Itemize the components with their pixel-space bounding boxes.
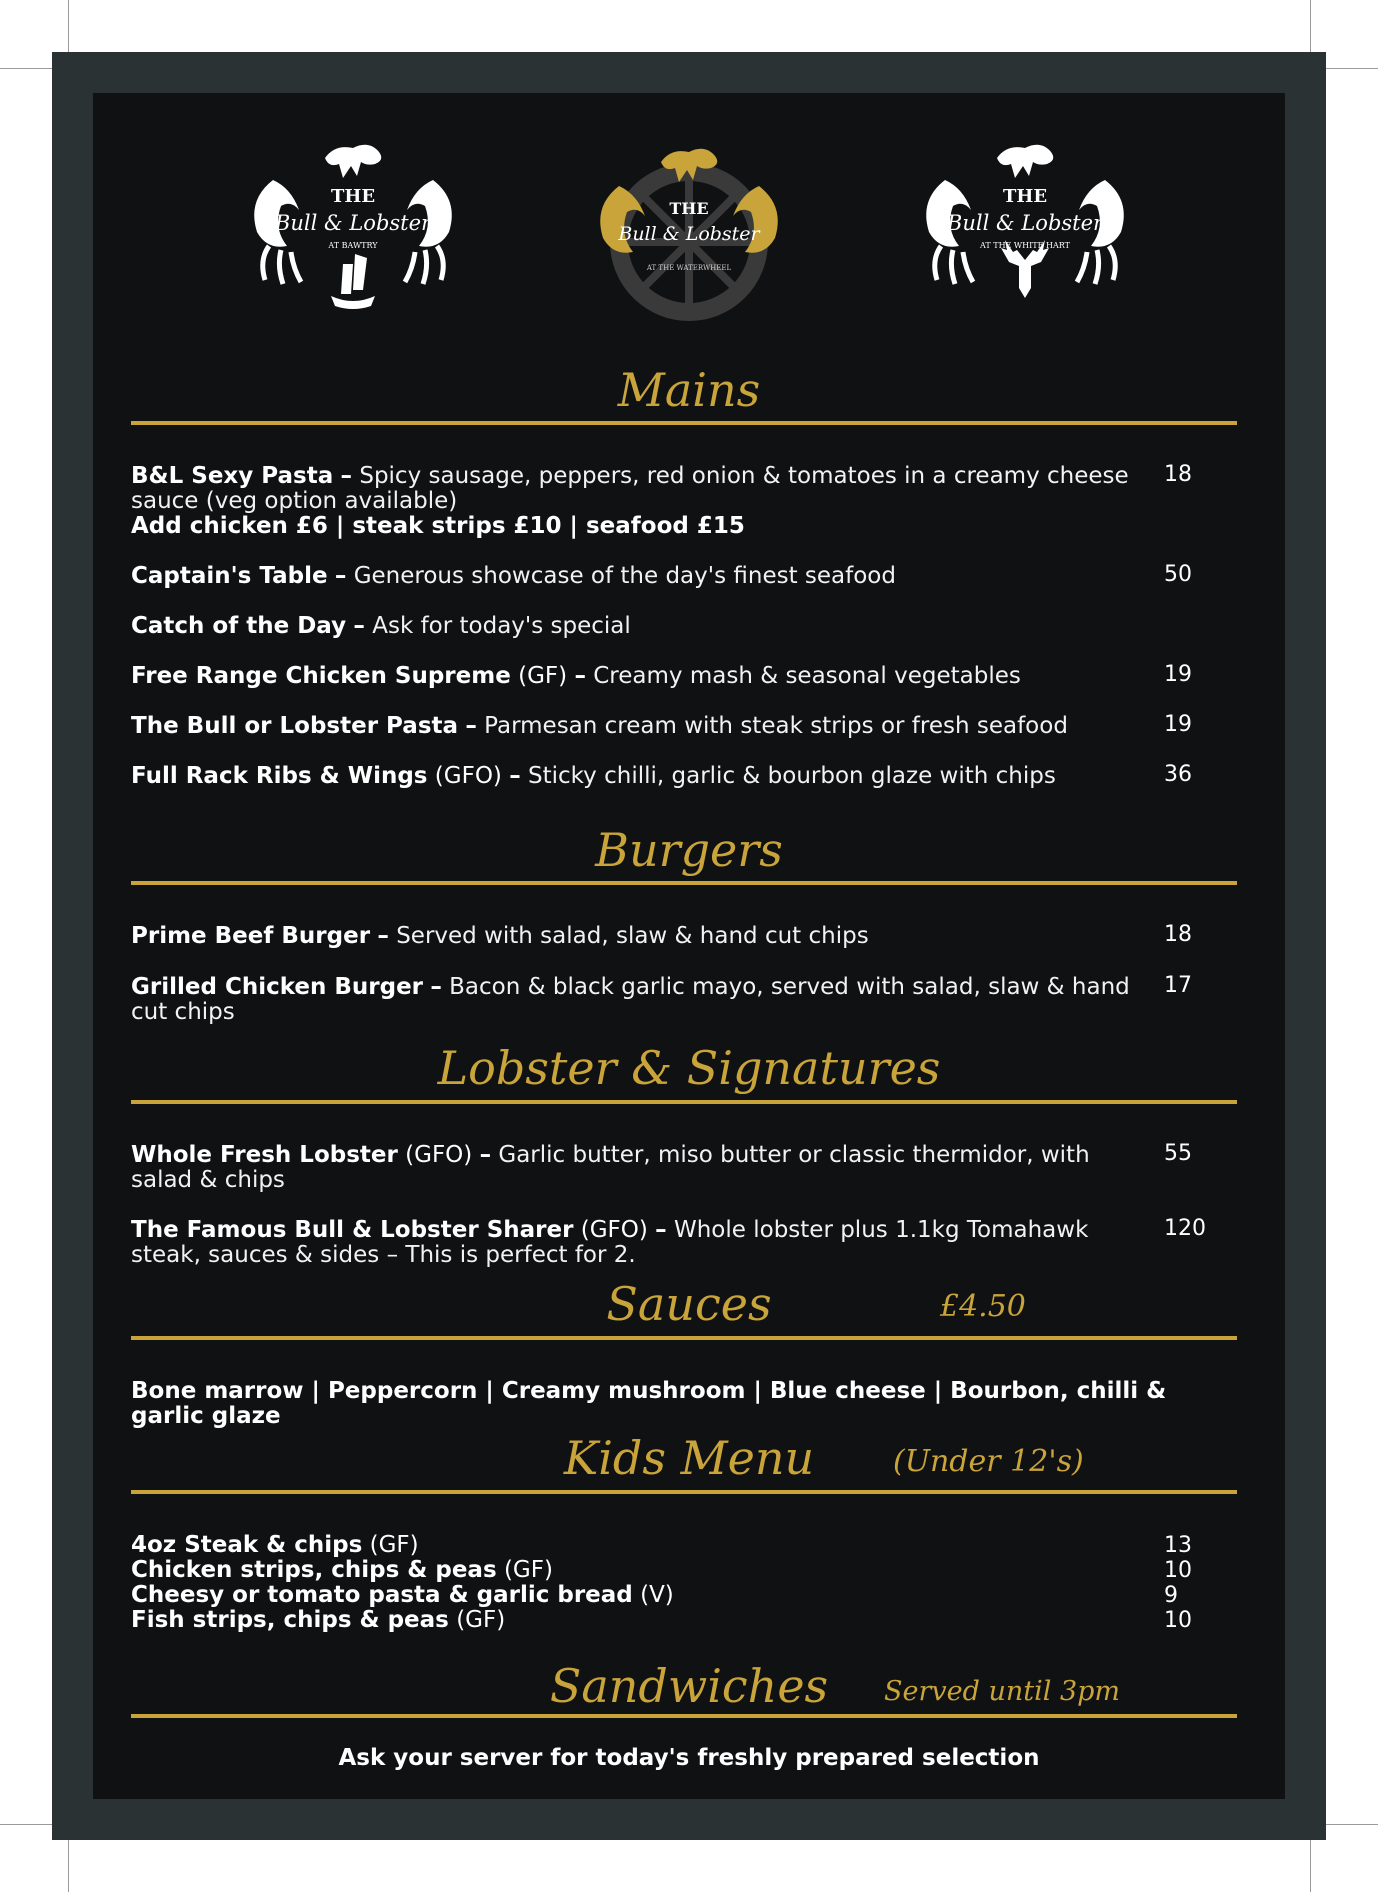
logo-name-text: Bull & Lobster	[274, 211, 432, 235]
mains-divider	[131, 421, 1237, 425]
item-desc: Generous showcase of the day's finest seafood	[353, 563, 896, 589]
separator: –	[509, 763, 521, 789]
item-desc: Parmesan cream with steak strips or fresh seafood	[484, 713, 1068, 739]
item-price: 55	[1164, 1141, 1192, 1166]
item-price: 9	[1164, 1583, 1178, 1608]
dietary-tag: (GF)	[369, 1532, 419, 1558]
separator: –	[334, 563, 347, 589]
crop-mark	[1310, 0, 1311, 52]
sauces-divider	[131, 1336, 1237, 1340]
menu-item	[131, 564, 1131, 589]
logo-white-hart	[905, 130, 1145, 330]
dietary-tag: (GF)	[518, 663, 568, 689]
sandwiches-note: Served until 3pm	[884, 1676, 1121, 1707]
item-name: Whole Fresh Lobster	[131, 1142, 398, 1168]
item-price: 17	[1164, 973, 1192, 998]
separator: –	[655, 1217, 667, 1243]
menu-item	[131, 1218, 1131, 1268]
item-extras: Add chicken £6 | steak strips £10 | seafood £15	[131, 513, 745, 539]
sauces-price: £4.50	[940, 1289, 1026, 1324]
separator: –	[377, 923, 389, 949]
item-price: 19	[1164, 712, 1192, 737]
logo-the-text: THE	[330, 186, 376, 207]
item-price: 19	[1164, 662, 1192, 687]
item-name: Free Range Chicken Supreme	[131, 663, 511, 689]
item-price: 10	[1164, 1558, 1192, 1583]
logo-bawtry	[233, 130, 473, 330]
mains-title: Mains	[617, 363, 761, 417]
separator: –	[574, 663, 586, 689]
sandwiches-title: Sandwiches	[549, 1659, 829, 1713]
menu-item	[131, 714, 1131, 739]
item-desc: Creamy mash & seasonal vegetables	[593, 663, 1021, 689]
kids-item	[131, 1533, 1131, 1558]
logo-waterwheel	[569, 130, 809, 330]
dietary-tag: (GF)	[503, 1557, 553, 1583]
item-name: The Bull or Lobster Pasta	[131, 713, 459, 739]
sandwiches-divider	[131, 1714, 1237, 1718]
crop-mark	[1326, 68, 1378, 69]
item-name: Full Rack Ribs & Wings	[131, 763, 428, 789]
bull-icon	[997, 145, 1053, 178]
separator: –	[479, 1142, 492, 1168]
dietary-tag: (GFO)	[434, 763, 502, 789]
kids-item	[131, 1608, 1131, 1633]
logo-name-text: Bull & Lobster	[618, 223, 760, 245]
logo-location-text: AT BAWTRY	[328, 241, 378, 250]
item-price: 18	[1164, 462, 1192, 487]
crop-mark	[1326, 1824, 1378, 1825]
item-price: 18	[1164, 922, 1192, 947]
item-price: 36	[1164, 762, 1192, 787]
item-name: Fish strips, chips & peas	[131, 1607, 449, 1633]
item-name: B&L Sexy Pasta	[131, 463, 334, 489]
crop-mark	[0, 1824, 52, 1825]
kids-item	[131, 1583, 1131, 1608]
separator: –	[340, 463, 353, 489]
separator: –	[430, 974, 442, 1000]
item-price: 13	[1164, 1533, 1192, 1558]
burgers-title: Burgers	[595, 823, 783, 877]
item-price: 50	[1164, 562, 1192, 587]
item-desc: Bacon & black garlic mayo, served with salad, slaw & hand cut chips	[131, 974, 1130, 1025]
item-price: 10	[1164, 1608, 1192, 1633]
crop-mark	[68, 1840, 69, 1892]
item-desc: Sticky chilli, garlic & bourbon glaze with chips	[528, 763, 1056, 789]
item-name: Cheesy or tomato pasta & garlic bread	[131, 1582, 633, 1608]
menu-item	[131, 975, 1131, 1025]
item-name: Grilled Chicken Burger	[131, 974, 424, 1000]
item-desc: Garlic butter, miso butter or classic thermidor, with salad & chips	[131, 1142, 1090, 1193]
crop-mark	[1310, 1840, 1311, 1892]
separator: –	[465, 713, 477, 739]
kids-note: (Under 12's)	[893, 1444, 1084, 1479]
menu-item	[131, 614, 1131, 639]
menu-item	[131, 1143, 1131, 1193]
logo-name-text: Bull & Lobster	[946, 211, 1104, 235]
signatures-divider	[131, 1100, 1237, 1104]
dietary-tag: (GFO)	[405, 1142, 473, 1168]
item-desc: Served with salad, slaw & hand cut chips	[396, 923, 869, 949]
crop-mark	[68, 0, 69, 52]
kids-item	[131, 1558, 1131, 1583]
menu-item	[131, 464, 1131, 539]
item-name: Prime Beef Burger	[131, 923, 371, 949]
sandwiches-text: Ask your server for today's freshly prepared selection	[338, 1745, 1040, 1771]
separator: –	[353, 613, 365, 639]
sauces-list: Bone marrow | Peppercorn | Creamy mushroom | Blue cheese | Bourbon, chilli & garlic glaze	[131, 1378, 1167, 1429]
logo-the-text: THE	[669, 199, 709, 218]
menu-item	[131, 764, 1131, 789]
item-price: 120	[1164, 1216, 1206, 1241]
kids-title: Kids Menu	[563, 1431, 815, 1485]
signatures-title: Lobster & Signatures	[437, 1041, 941, 1095]
logo-the-text: THE	[1002, 186, 1048, 207]
crop-mark	[0, 68, 52, 69]
item-name: Captain's Table	[131, 563, 328, 589]
menu-item	[131, 924, 1131, 949]
menu-item	[131, 664, 1131, 689]
item-name: Chicken strips, chips & peas	[131, 1557, 497, 1583]
dietary-tag: (GFO)	[580, 1217, 648, 1243]
item-desc: Spicy sausage, peppers, red onion & tomatoes in a creamy cheese sauce (veg option available)	[131, 463, 1129, 514]
sauces-title: Sauces	[606, 1277, 772, 1331]
item-desc: Ask for today's special	[372, 613, 631, 639]
item-name: The Famous Bull & Lobster Sharer	[131, 1217, 574, 1243]
dietary-tag: (V)	[640, 1582, 674, 1608]
item-name: 4oz Steak & chips	[131, 1532, 363, 1558]
kids-divider	[131, 1490, 1237, 1494]
dietary-tag: (GF)	[456, 1607, 506, 1633]
item-name: Catch of the Day	[131, 613, 347, 639]
item-desc: Whole lobster plus 1.1kg Tomahawk steak, sauces & sides – This is perfect for 2.	[131, 1217, 1089, 1268]
logo-location-text: AT THE WHITE HART	[980, 241, 1070, 250]
logo-location-text: AT THE WATERWHEEL	[646, 264, 732, 272]
burgers-divider	[131, 881, 1237, 885]
bull-icon	[325, 145, 381, 178]
ship-icon	[331, 254, 375, 309]
